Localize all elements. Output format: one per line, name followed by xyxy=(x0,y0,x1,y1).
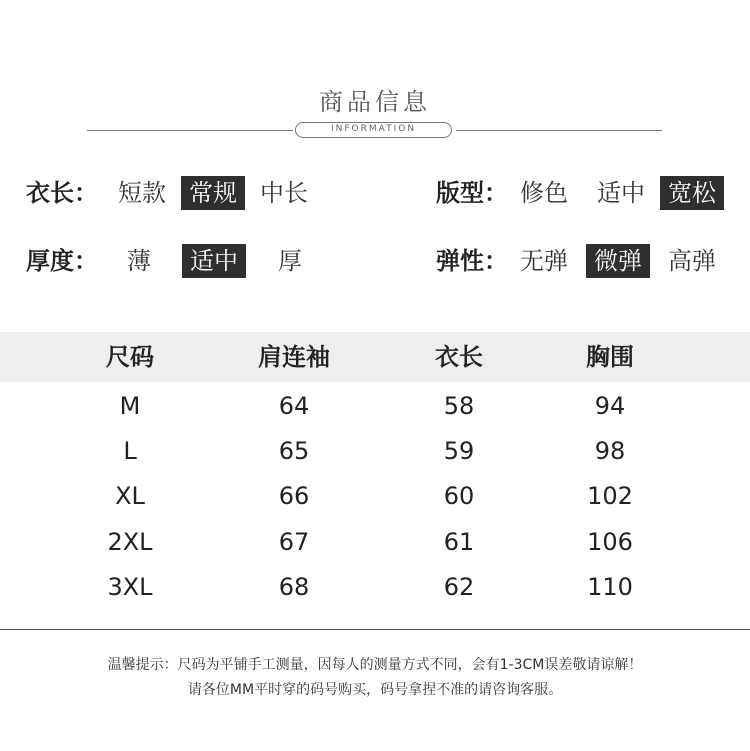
cell-size: XL xyxy=(115,482,145,510)
cell-size: M xyxy=(119,392,141,420)
column-header-length: 衣长 xyxy=(435,343,483,371)
cell-length: 62 xyxy=(443,573,475,601)
fit-option-medium: 适中 xyxy=(597,179,645,207)
cell-sleeve: 66 xyxy=(278,482,310,510)
divider-left xyxy=(87,130,293,131)
notes-divider xyxy=(0,629,750,630)
thickness-option-thin: 薄 xyxy=(127,247,151,275)
cell-chest: 110 xyxy=(587,573,633,601)
fit-option-loose: 宽松 xyxy=(660,176,724,210)
column-header-size: 尺码 xyxy=(106,343,154,371)
information-badge: INFORMATION xyxy=(295,122,452,138)
cell-sleeve: 67 xyxy=(278,528,310,556)
cell-length: 59 xyxy=(443,437,475,465)
size-table-header xyxy=(0,332,750,382)
cell-chest: 102 xyxy=(587,482,633,510)
divider-right xyxy=(456,130,662,131)
length-option-regular: 常规 xyxy=(181,176,245,210)
fit-label: 版型： xyxy=(436,179,508,207)
table-row xyxy=(0,384,750,429)
table-row xyxy=(0,565,750,610)
cell-sleeve: 65 xyxy=(278,437,310,465)
cell-size: 2XL xyxy=(107,528,153,556)
cell-chest: 94 xyxy=(594,392,626,420)
fit-option-slim: 修色 xyxy=(520,179,568,207)
table-row xyxy=(0,474,750,519)
cell-size: L xyxy=(123,437,137,465)
size-advice-note: 请各位MM平时穿的码号购买，码号拿捏不准的请咨询客服。 xyxy=(187,682,563,698)
elasticity-label: 弹性： xyxy=(436,247,508,275)
column-header-sleeve: 肩连袖 xyxy=(258,343,330,371)
length-option-mid: 中长 xyxy=(260,179,308,207)
cell-sleeve: 68 xyxy=(278,573,310,601)
table-row xyxy=(0,520,750,565)
cell-size: 3XL xyxy=(107,573,153,601)
elasticity-option-high: 高弹 xyxy=(668,247,716,275)
cell-length: 61 xyxy=(443,528,475,556)
attribute-row-2 xyxy=(0,244,750,278)
cell-chest: 106 xyxy=(587,528,633,556)
attribute-row-1 xyxy=(0,176,750,210)
thickness-option-medium: 适中 xyxy=(182,244,246,278)
elasticity-option-none: 无弹 xyxy=(520,247,568,275)
page-title: 商品信息 xyxy=(319,88,431,116)
measurement-note: 温馨提示：尺码为平铺手工测量，因每人的测量方式不同，会有1-3CM误差敬请谅解！ xyxy=(107,657,643,673)
length-option-short: 短款 xyxy=(118,179,166,207)
thickness-option-thick: 厚 xyxy=(278,247,302,275)
cell-sleeve: 64 xyxy=(278,392,310,420)
cell-length: 58 xyxy=(443,392,475,420)
cell-chest: 98 xyxy=(594,437,626,465)
elasticity-option-slight: 微弹 xyxy=(586,244,650,278)
length-label: 衣长： xyxy=(26,179,98,207)
cell-length: 60 xyxy=(443,482,475,510)
table-row xyxy=(0,429,750,474)
column-header-chest: 胸围 xyxy=(586,343,634,371)
thickness-label: 厚度： xyxy=(26,247,98,275)
